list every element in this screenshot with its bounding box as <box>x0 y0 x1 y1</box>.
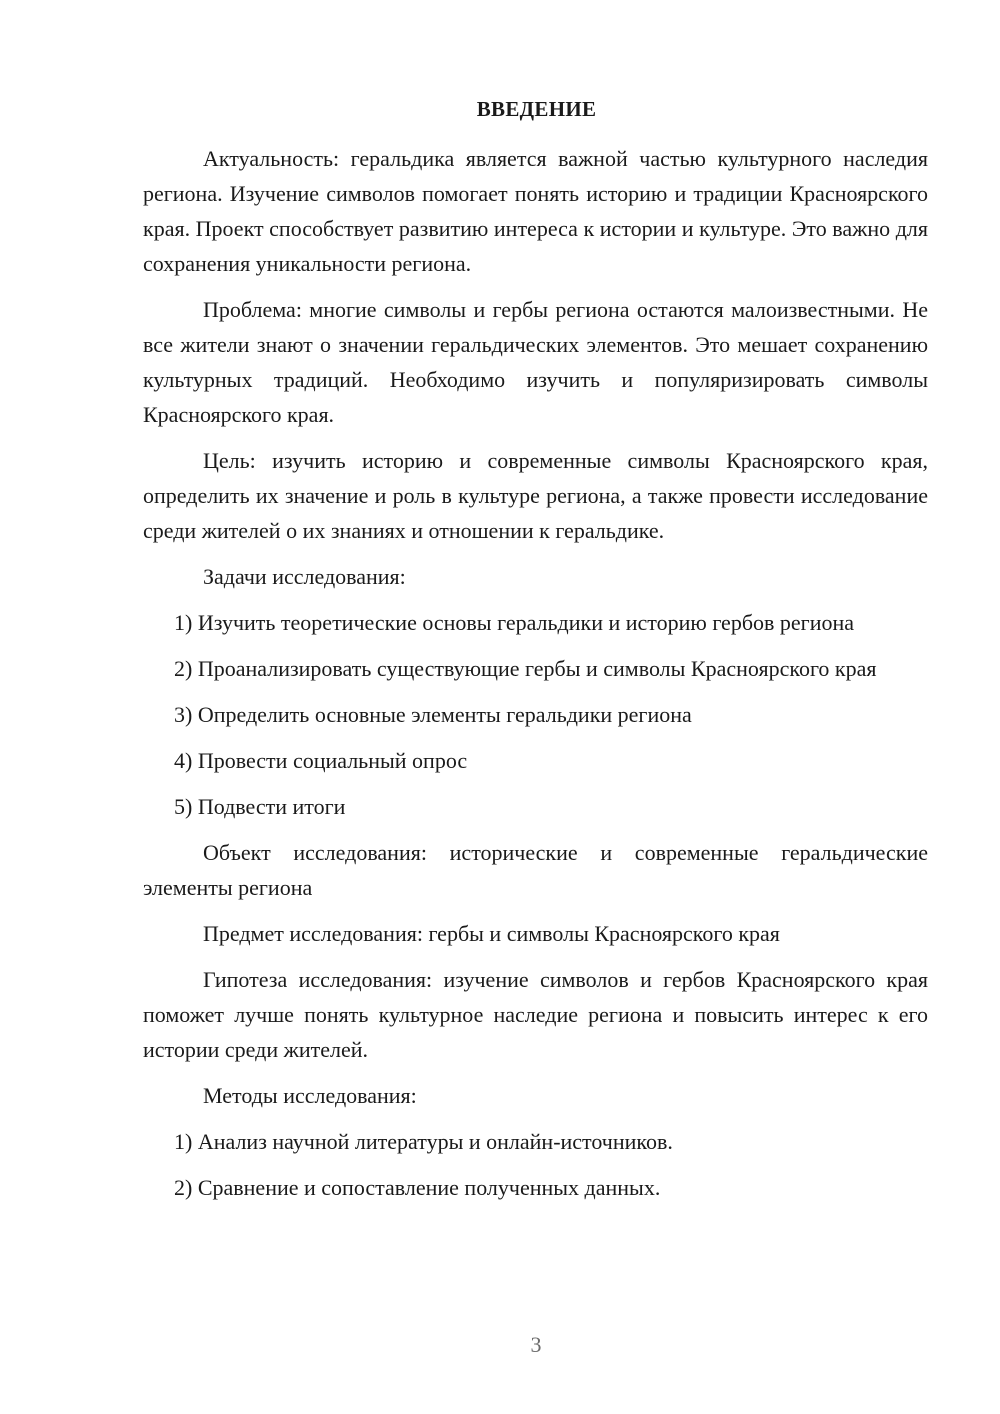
method-item: 1) Анализ научной литературы и онлайн-источников. <box>174 1129 673 1154</box>
object-paragraph: Объект исследования: исторические и современные геральдические элементы региона <box>143 840 928 900</box>
problem-paragraph: Проблема: многие символы и гербы региона остаются малоизвестными. Не все жители знают о значении геральдических элементов. Это мешает сохранению культурных традиций. Необходимо изучить и популяризировать символы Красноярского края. <box>143 297 928 427</box>
goal-paragraph: Цель: изучить историю и современные символы Красноярского края, определить их значение и роль в культуре региона, а также провести исследование среди жителей о их знаниях и отношении к геральдике. <box>143 448 928 543</box>
tasks-heading: Задачи исследования: <box>203 564 406 589</box>
task-item: 4) Провести социальный опрос <box>174 748 468 773</box>
hypothesis-paragraph: Гипотеза исследования: изучение символов и гербов Красноярского края поможет лучше понять культурное наследие региона и повысить интерес к его истории среди жителей. <box>143 967 928 1062</box>
relevance-paragraph: Актуальность: геральдика является важной частью культурного наследия региона. Изучение символов помогает понять историю и традиции Красноярского края. Проект способствует развитию интереса к истории и культуре. Это важно для сохранения уникальности региона. <box>143 146 928 276</box>
method-item: 2) Сравнение и сопоставление полученных данных. <box>174 1175 661 1200</box>
section-title: ВВЕДЕНИЕ <box>476 97 597 121</box>
document-page <box>143 92 928 1216</box>
task-item: 3) Определить основные элементы геральдики региона <box>174 702 692 727</box>
page-number: 3 <box>530 1332 542 1357</box>
task-item: 2) Проанализировать существующие гербы и символы Красноярского края <box>174 656 877 681</box>
methods-heading: Методы исследования: <box>203 1083 417 1108</box>
task-item: 5) Подвести итоги <box>174 794 346 819</box>
subject-paragraph: Предмет исследования: гербы и символы Красноярского края <box>203 921 780 946</box>
task-item: 1) Изучить теоретические основы геральдики и историю гербов региона <box>174 610 855 635</box>
